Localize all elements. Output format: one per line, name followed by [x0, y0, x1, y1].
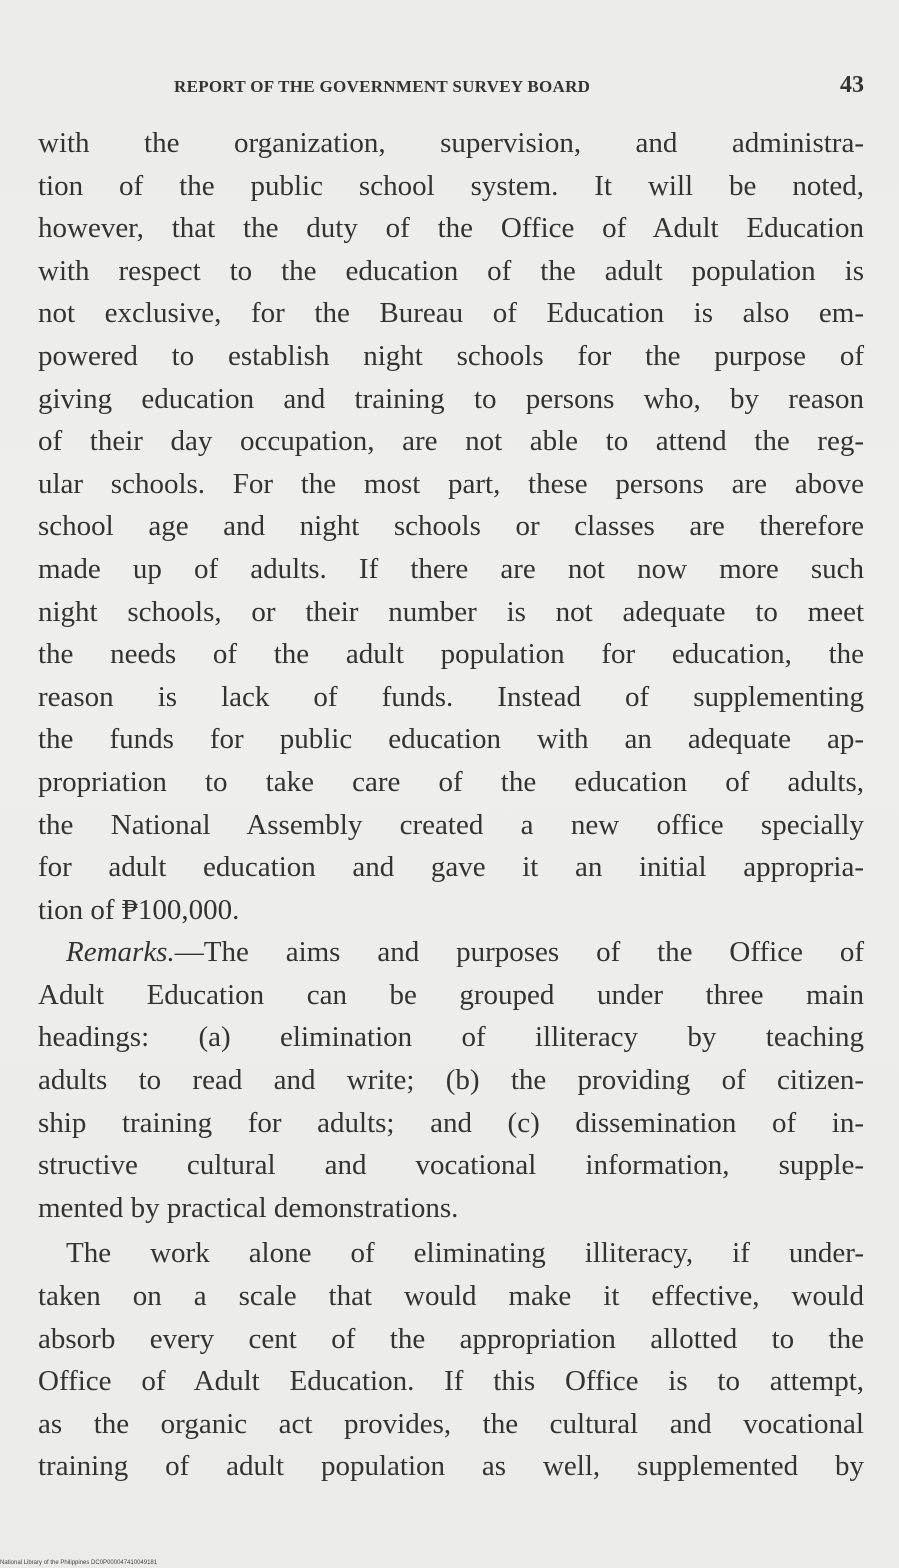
- text-line: giving education and training to persons who, by reason: [38, 382, 864, 415]
- text-line: the needs of the adult population for education, the: [38, 638, 864, 671]
- text-line: structive cultural and vocational information, supple-: [38, 1149, 864, 1182]
- text-line: made up of adults. If there are not now more such: [38, 552, 864, 585]
- digitization-footer: National Library of the Philippines DC0P000047410049181: [0, 1560, 158, 1566]
- page-header: [174, 72, 864, 104]
- text-line: not exclusive, for the Bureau of Education is also em-: [38, 297, 864, 330]
- text-line: for adult education and gave it an initial appropria-: [38, 851, 864, 884]
- text-line: with respect to the education of the adult population is: [38, 254, 864, 287]
- text-line: reason is lack of funds. Instead of supplementing: [38, 680, 864, 713]
- text-line: night schools, or their number is not adequate to meet: [38, 595, 864, 628]
- text-line: school age and night schools or classes are therefore: [38, 510, 864, 543]
- page-number: 43: [840, 72, 864, 98]
- text-line: headings: (a) elimination of illiteracy by teaching: [38, 1021, 864, 1054]
- text-line: taken on a scale that would make it effective, would: [38, 1280, 864, 1313]
- remarks-line: [38, 931, 864, 974]
- text-line: as the organic act provides, the cultural and vocational: [38, 1407, 864, 1440]
- text-line: training of adult population as well, supplemented by: [38, 1450, 864, 1483]
- text-line: tion of ₱100,000.: [38, 893, 240, 926]
- text-line: with the organization, supervision, and administra-: [38, 127, 864, 159]
- text-line: adults to read and write; (b) the providing of citizen-: [38, 1064, 864, 1097]
- text-line: propriation to take care of the education of adults,: [38, 765, 864, 798]
- text-line: Office of Adult Education. If this Office is to attempt,: [38, 1365, 864, 1398]
- text-line: however, that the duty of the Office of Adult Education: [38, 212, 864, 245]
- text-line: the National Assembly created a new office specially: [38, 808, 864, 841]
- text-line: tion of the public school system. It will be noted,: [38, 169, 864, 202]
- text-line: the funds for public education with an adequate ap-: [38, 723, 864, 756]
- text-line: Adult Education can be grouped under three main: [38, 978, 864, 1011]
- text-line: The work alone of eliminating illiteracy, if under-: [66, 1237, 864, 1270]
- text-line: powered to establish night schools for the purpose of: [38, 339, 864, 372]
- text-line: absorb every cent of the appropriation allotted to the: [38, 1322, 864, 1355]
- remarks-dash: —: [174, 936, 204, 969]
- text-line: of their day occupation, are not able to attend the reg-: [38, 425, 864, 458]
- text-line: ship training for adults; and (c) dissemination of in-: [38, 1106, 864, 1139]
- text-line: mented by practical demonstrations.: [38, 1191, 459, 1224]
- body-text: [38, 122, 864, 1488]
- remarks-label: Remarks.: [66, 936, 175, 969]
- running-head: REPORT OF THE GOVERNMENT SURVEY BOARD: [174, 77, 591, 96]
- remarks-line-text: The aims and purposes of the Office of: [203, 936, 864, 969]
- text-line: ular schools. For the most part, these persons are above: [38, 467, 864, 500]
